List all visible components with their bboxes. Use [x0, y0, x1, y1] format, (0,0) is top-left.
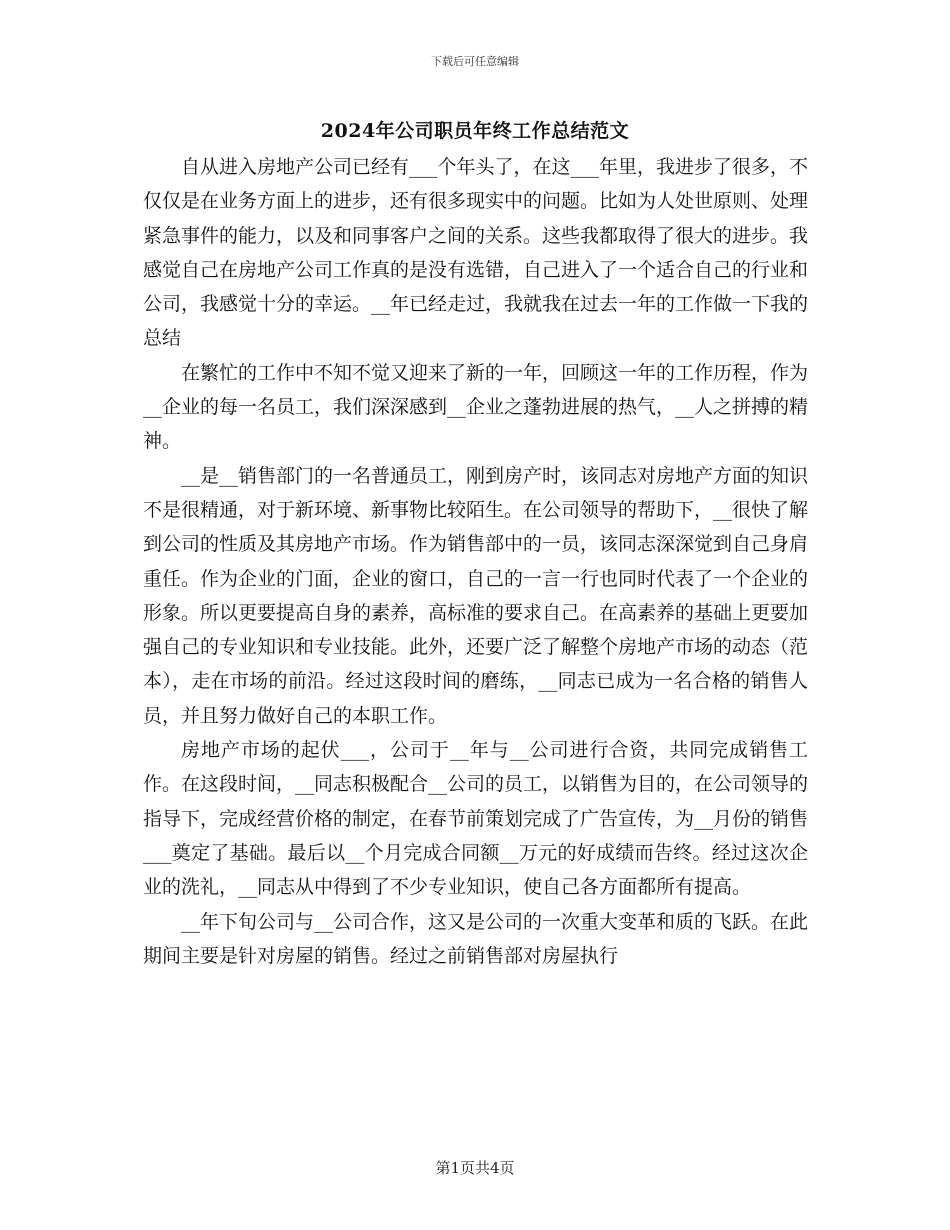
- paragraph-market: 房地产市场的起伏___，公司于__年与__公司进行合资，共同完成销售工作。在这段时间，__同志积极配合__公司的员工，以销售为目的，在公司领导的指导下，完成经营价格的制定，在春节前策划完成了广告宣传，为__月份的销售___奠定了基础。最后以__个月完成合同额__万元的好成绩而告终。经过这次企业的洗礼，__同志从中得到了不少专业知识，使自己各方面都所有提高。: [143, 739, 809, 899]
- paragraph-intro: 自从进入房地产公司已经有___个年头了，在这___年里，我进步了很多，不仅仅是在业务方面上的进步，还有很多现实中的问题。比如为人处世原则、处理紧急事件的能力，以及和同事客户之间的关系。这些我都取得了很大的进步。我感觉自己在房地产公司工作真的是没有选错，自己进入了一个适合自己的行业和公司，我感觉十分的幸运。__年已经走过，我就我在过去一年的工作做一下我的总结: [143, 156, 809, 350]
- paragraph-cooperation: __年下旬公司与__公司合作，这又是公司的一次重大变革和质的飞跃。在此期间主要是针对房屋的销售。经过之前销售部对房屋执行: [143, 910, 809, 967]
- page-number: 第1页共4页: [435, 1159, 515, 1177]
- document-title: 2024年公司职员年终工作总结范文: [320, 120, 630, 142]
- paragraph-employee: __是__销售部门的一名普通员工，刚到房产时，该同志对房地产方面的知识不是很精通，对于新环境、新事物比较陌生。在公司领导的帮助下，__很快了解到公司的性质及其房地产市场。作为销售部中的一员，该同志深深觉到自己身肩重任。作为企业的门面，企业的窗口，自己的一言一行也同时代表了一个企业的形象。所以更要提高自身的素养，高标准的要求自己。在高素养的基础上更要加强自己的专业知识和专业技能。此外，还要广泛了解整个房地产市场的动态（范本），走在市场的前沿。经过这段时间的磨练，__同志已成为一名合格的销售人员，并且努力做好自己的本职工作。: [143, 464, 809, 727]
- document-body: [143, 150, 808, 973]
- paragraph-review: 在繁忙的工作中不知不觉又迎来了新的一年，回顾这一年的工作历程，作为__企业的每一名员工，我们深深感到__企业之蓬勃进展的热气，__人之拼搏的精神。: [143, 361, 809, 453]
- download-edit-note: 下载后可任意编辑: [431, 55, 519, 68]
